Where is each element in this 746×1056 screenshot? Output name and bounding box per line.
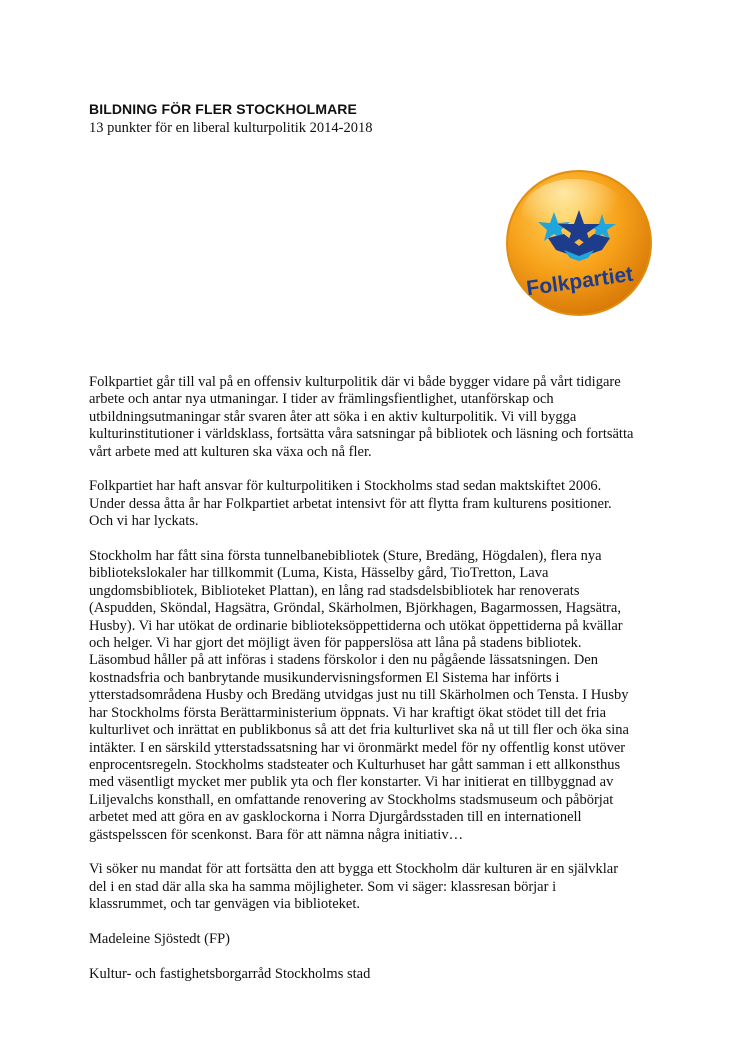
folkpartiet-logo <box>504 168 654 318</box>
document-subtitle: 13 punkter för en liberal kulturpolitik 2014-2018 <box>89 120 373 136</box>
paragraph: Vi söker nu mandat för att fortsätta den att bygga ett Stockholm där kulturen är en självklar del i en stad där alla ska ha samma möjligheter. Som vi säger: klassresan börjar i klassrummet, och tar genvägen via biblioteket. <box>89 861 619 913</box>
body-text <box>89 374 669 1001</box>
svg-text:Folkpartiet: Folkpartiet <box>525 262 635 301</box>
paragraph: Stockholm har fått sina första tunnelbanebibliotek (Sture, Bredäng, Högdalen), flera nya bibliotekslokaler har tillkommit (Luma, Kista, Hässelby gård, TioTretton, Lava ungdomsbibliotek, Biblioteket Plattan), en lång rad stadsdelsbibliotek har renoverats (Aspudden, Sköndal, Hagsätra, Gröndal, Skärholmen, Björkhagen, Bagarmossen, Hagsätra, Husby). Vi har utökat de ordinarie biblioteksöppettiderna och utökat öppettiderna på kvällar och helger. Vi har gjort det möjligt även för papperslösa att låna på stadens bibliotek. Läsombud håller på att införas i stadens förskolor i den nu pågående lässatsningen. Den kostnadsfria och banbrytande musikundervisningsformen El Sistema har införts i ytterstadsområdena Husby och Bredäng utvidgas just nu till Skärholmen och Tensta. I Husby har Stockholms första Berättarministerium öppnats. Vi har kraftigt ökat stödet till det fria kulturlivet och inrättat en publikbonus så att det fria kulturlivet ska nå ut till fler och öka sina intäkter. I en särskild ytterstadssatsning har vi öronmärkt medel för ny offentlig konst utöver enprocentsregeln. Stockholms stadsteater och Kulturhuset har gått samman i ett allkonsthus med väsentligt mycket mer publik yta och fler konstarter. Vi har initierat en tillbyggnad av Liljevalchs konsthall, en omfattande renovering av Stockholms stadsmuseum och påbörjat arbetet med att göra en av gasklockorna i Norra Djurgårdsstaden till en internationell gästspelsscen för scenkonst. Bara för att nämna några initiativ… <box>89 548 629 843</box>
signature-role: Kultur- och fastighetsborgarråd Stockholms stad <box>89 965 371 982</box>
document-title: BILDNING FÖR FLER STOCKHOLMARE <box>89 101 357 117</box>
paragraph: Folkpartiet går till val på en offensiv kulturpolitik där vi både bygger vidare på vårt tidigare arbete och antar nya utmaningar. I tider av främlingsfientlighet, utanförskap och utbildningsutmaningar står svaren åter att söka i en aktiv kulturpolitik. Vi vill bygga kulturinstitutioner i världsklass, fortsätta våra satsningar på bibliotek och läsning och fortsätta vårt arbete med att kulturen ska växa och nå fler. <box>89 374 634 460</box>
signature-name: Madeleine Sjöstedt (FP) <box>89 930 230 947</box>
paragraph: Folkpartiet har haft ansvar för kulturpolitiken i Stockholms stad sedan maktskiftet 2006. Under dessa åtta år har Folkpartiet arbetat intensivt för att flytta fram kulturens positioner. Och vi har lyckats. <box>89 478 612 530</box>
